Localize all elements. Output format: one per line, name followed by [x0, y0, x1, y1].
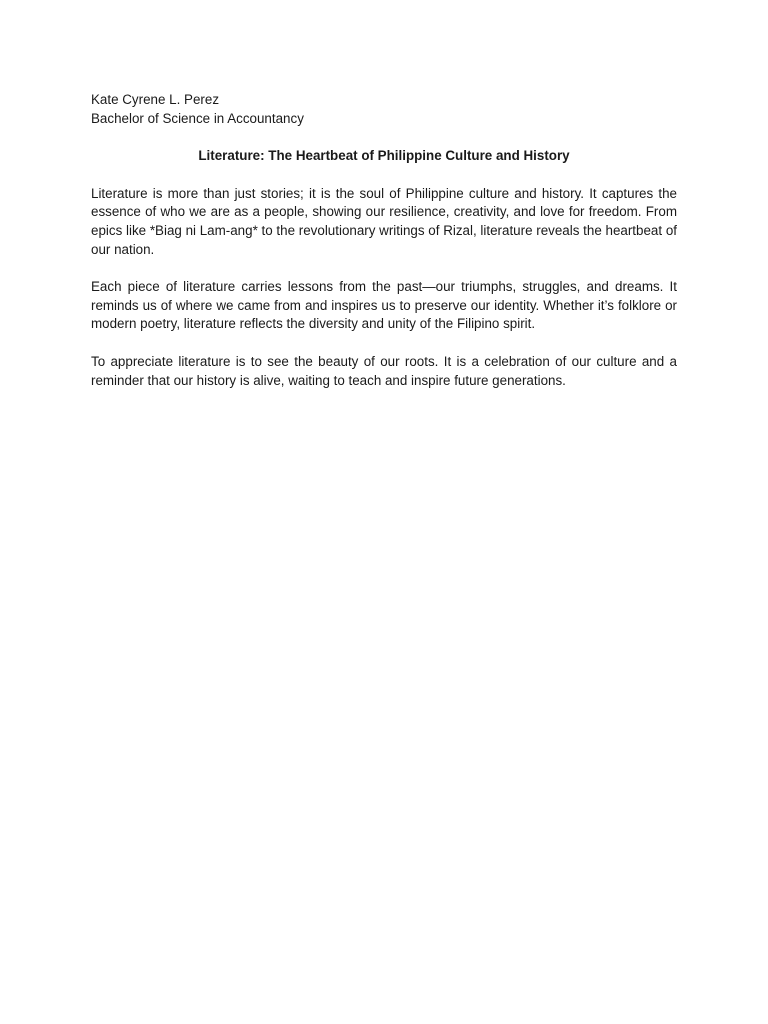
- author-name: Kate Cyrene L. Perez: [91, 92, 220, 107]
- essay-title: Literature: The Heartbeat of Philippine Culture and History: [198, 148, 570, 164]
- essay-paragraph-1: Literature is more than just stories; it is the soul of Philippine culture and history. It captures the essence of who we are as a people, showing our resilience, creativity, and love for freedom. From epics like *Biag ni Lam-ang* to the revolutionary writings of Rizal, literature reveals the heartbeat of our nation.: [91, 185, 677, 257]
- essay-paragraph-3: To appreciate literature is to see the beauty of our roots. It is a celebration of our culture and a reminder that our history is alive, waiting to teach and inspire future generations.: [91, 353, 677, 388]
- document-body: [91, 91, 677, 390]
- author-program: Bachelor of Science in Accountancy: [91, 110, 304, 126]
- essay-paragraph-2: Each piece of literature carries lessons from the past—our triumphs, struggles, and dreams. It reminds us of where we came from and inspires us to preserve our identity. Whether it’s folklore or modern poetry, literature reflects the diversity and unity of the Filipino spirit.: [91, 279, 677, 332]
